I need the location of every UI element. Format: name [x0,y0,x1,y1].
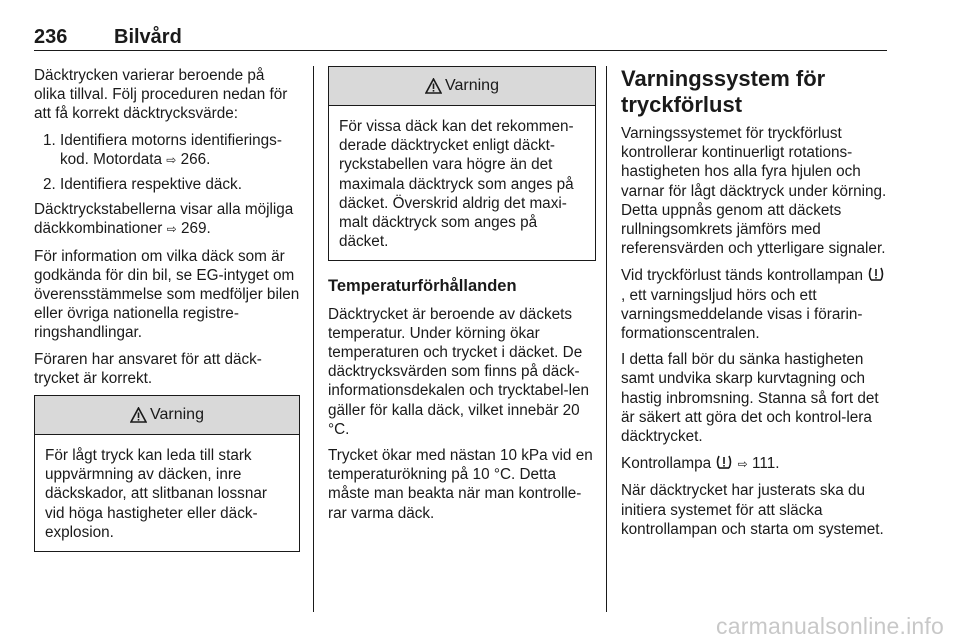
lamp-text: , ett varningsljud hörs och ett varningsmeddelande visas i förarin-formationscentralen. [621,286,863,343]
action-paragraph: I detta fall bör du sänka hastigheten samt undvika skarp kurvtagning och hastig inbromsning. Stanna så fort det är säkert att göra det och kontrol-lera däcktrycket. [621,351,879,446]
responsibility-paragraph: Föraren har ansvaret för att däck-trycket är korrekt. [34,350,262,387]
heading-pressure-warning: Varningssystem för tryckförlust [621,66,826,117]
warning-text: För vissa däck kan det rekommen-derade däcktrycket enligt däckt-ryckstabellen vara högre än det maximala däcktryck som anges på däcket. Överskrid aldrig det maxi-malt däcktryck som anges på däcket. [339,118,574,251]
table-page-ref[interactable]: 269. [180,220,211,238]
tire-pressure-warning-icon [867,265,885,283]
lamp-label: Kontrollampa [621,455,712,473]
intro-paragraph: Däcktrycken varierar beroende på olika tillval. Följ proceduren nedan för att få korrekt däcktrycksvärde: [34,67,288,123]
temperature-paragraph: Trycket ökar med nästan 10 kPa vid en temperaturökning på 10 °C. Detta måste man beakta när man kontrolle-rar varma däck. [328,447,593,522]
lamp-reference [621,453,887,474]
warning-triangle-icon [425,78,442,94]
procedure-list [34,131,300,195]
page-number: 236 [34,26,68,48]
procedure-step [60,175,300,194]
system-paragraph: Varningssystemet för tryckförlust kontrollerar kontinuerligt rotations-hastigheten hos alla fyra hjulen och varnar för lågt däcktryck under körning. Detta uppnås genom att däckets rullningsomkrets jämförs med referensvärden och ytterligare signaler. [621,125,887,258]
warning-triangle-icon [130,407,147,423]
step-page-ref[interactable]: 266. [180,150,211,168]
table-ref-paragraph [34,200,300,239]
step-text: Identifiera respektive däck. [60,176,242,194]
lamp-text: Vid tryckförlust tänds kontrollampan [621,267,864,285]
step-text: Identifiera motorns identifierings-kod. Motordata [60,131,282,168]
temperature-paragraph: Däcktrycket är beroende av däckets temperatur. Under körning ökar temperaturen och trycket i däcket. De däcktrycksvärden som finns på däck-informationsdekalen och trycktabel-len gäller för kalla däck, vilket innebär 20 °C. [328,305,590,438]
subheading-temperature: Temperaturförhållanden [328,277,517,296]
procedure-step [60,131,300,170]
warning-title: Varning [150,406,204,424]
column-2 [328,66,596,530]
column-3 [621,66,887,546]
warning-box [328,66,596,261]
table-ref-text: Däcktryckstabellerna visar alla möjliga däckkombinationer [34,201,294,238]
reset-paragraph: När däcktrycket har justerats ska du initiera systemet för att släcka kontrollampan och starta om systemet. [621,482,884,538]
column-1 [34,66,300,564]
info-paragraph: För information om vilka däck som är godkända för din bil, se EG-intyget om överensstämmelse som medföljer bilen eller övriga nationella registre-ringshandlingar. [34,247,300,342]
warning-box [34,395,300,552]
warning-header [35,396,299,435]
arrow-reference-icon: ⇨ [737,457,748,472]
warning-text: För lågt tryck kan leda till stark uppvärmning av däcken, inre däckskador, att slitbanan lossnar vid höga hastigheter eller däck-explosion. [45,447,267,541]
tire-pressure-warning-icon [715,453,733,471]
column-divider [313,66,314,612]
lamp-paragraph [621,265,887,343]
lamp-page-ref[interactable]: 111. [751,455,780,473]
warning-title: Varning [445,77,499,95]
page-header [34,26,887,51]
section-title: Bilvård [114,26,182,48]
warning-header [329,67,595,106]
arrow-reference-icon: ⇨ [166,222,177,237]
column-divider [606,66,607,612]
arrow-reference-icon: ⇨ [166,152,177,167]
watermark: carmanualsonline.info [716,613,944,639]
